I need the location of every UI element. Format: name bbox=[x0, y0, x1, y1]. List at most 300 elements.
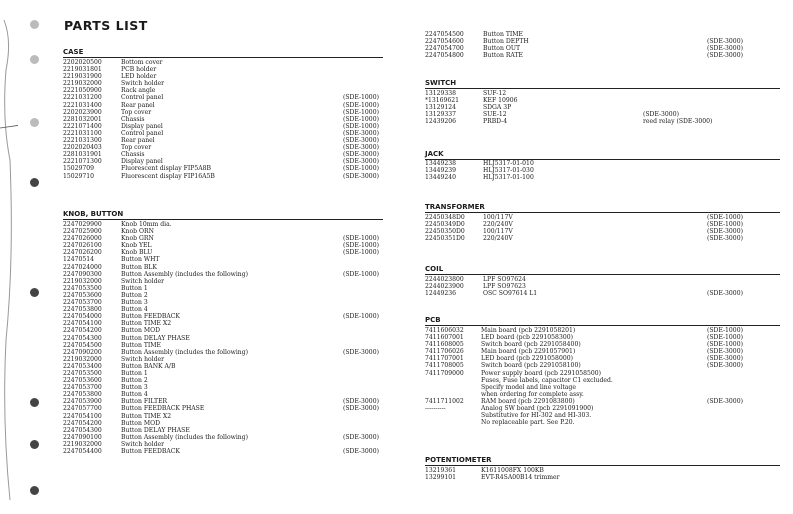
part-row bbox=[63, 221, 383, 228]
part-row bbox=[425, 405, 780, 412]
part-description: LPF SO97624 bbox=[483, 276, 526, 283]
part-description: Button 3 bbox=[121, 384, 148, 392]
part-description: Button TIME bbox=[121, 341, 161, 349]
part-row bbox=[63, 434, 383, 441]
part-number: 2219031900 bbox=[63, 73, 102, 81]
part-description: Button FEEDBACK bbox=[121, 313, 180, 321]
part-description: Button Assembly (includes the following) bbox=[121, 433, 248, 441]
part-number: 2219031801 bbox=[63, 66, 102, 74]
part-number: *13169621 bbox=[425, 97, 460, 105]
part-description: Switch holder bbox=[121, 440, 165, 448]
part-model-note: (SDE-1000) bbox=[343, 108, 379, 116]
part-number: 7411711002 bbox=[425, 397, 464, 405]
part-number: 12470514 bbox=[63, 256, 95, 264]
part-row bbox=[63, 59, 383, 66]
part-description: SUF-12 bbox=[483, 90, 507, 97]
part-description: Substitutive for HI-302 and HI-303. bbox=[481, 412, 592, 420]
part-row bbox=[425, 228, 780, 235]
binding-hole bbox=[30, 398, 39, 407]
section-heading-jack: JACK bbox=[425, 150, 780, 160]
part-row bbox=[63, 292, 383, 299]
part-number: 13449240 bbox=[425, 174, 457, 182]
part-number: 7411709000 bbox=[425, 369, 464, 377]
part-number: 15029710 bbox=[63, 172, 95, 180]
part-row bbox=[425, 45, 780, 52]
part-row bbox=[63, 356, 383, 363]
part-number: 2247054500 bbox=[63, 341, 102, 349]
part-model-note: (SDE-1000) bbox=[707, 327, 743, 334]
part-description: Button RATE bbox=[483, 52, 523, 60]
part-row bbox=[63, 370, 383, 377]
part-description: Switch board (pcb 2291058400) bbox=[481, 341, 581, 349]
part-description: Button Assembly (includes the following) bbox=[121, 270, 248, 278]
part-row bbox=[425, 221, 780, 228]
part-description: Button 2 bbox=[121, 291, 148, 299]
part-description: Knob ORN bbox=[121, 228, 154, 236]
part-row bbox=[63, 320, 383, 327]
part-description: HLJ5317-01-100 bbox=[483, 174, 534, 182]
part-model-note: (SDE-3000) bbox=[343, 433, 379, 441]
part-row bbox=[63, 158, 383, 165]
part-number: 2281032001 bbox=[63, 115, 102, 123]
part-row bbox=[63, 306, 383, 313]
part-row bbox=[63, 448, 383, 455]
part-row bbox=[63, 441, 383, 448]
part-row bbox=[63, 80, 383, 87]
part-description: Rear panel bbox=[121, 137, 155, 145]
part-description: No replaceable part. See P.20. bbox=[481, 419, 575, 427]
part-row bbox=[425, 214, 780, 221]
part-model-note: (SDE-3000) bbox=[343, 158, 379, 166]
part-row bbox=[63, 327, 383, 334]
part-description: 100/117V bbox=[483, 214, 513, 221]
part-row bbox=[425, 377, 780, 384]
part-row bbox=[63, 384, 383, 391]
part-number: 2221031400 bbox=[63, 101, 102, 109]
part-model-note: reed relay (SDE-3000) bbox=[643, 118, 713, 126]
part-number: 22450349D0 bbox=[425, 221, 465, 229]
part-model-note: (SDE-3000) bbox=[343, 348, 379, 356]
part-row bbox=[63, 256, 383, 263]
part-row bbox=[425, 412, 780, 419]
part-model-note: (SDE-1000) bbox=[343, 242, 379, 250]
part-description: Button 2 bbox=[121, 377, 148, 385]
part-description: Switch holder bbox=[121, 355, 165, 363]
part-number: 7411708005 bbox=[425, 362, 464, 370]
section-heading-potentiometer: POTENTIOMETER bbox=[425, 456, 780, 466]
part-description: Chassis bbox=[121, 151, 145, 159]
part-row bbox=[63, 377, 383, 384]
part-description: Switch board (pcb 2291058100) bbox=[481, 362, 581, 370]
part-description: Bottom cover bbox=[121, 59, 163, 66]
part-number: 13299101 bbox=[425, 474, 457, 482]
part-row bbox=[425, 419, 780, 426]
part-description: Button TIME bbox=[483, 31, 523, 38]
part-number: 2247090300 bbox=[63, 270, 102, 278]
part-number: 2247053800 bbox=[63, 306, 102, 314]
part-description: Knob YEL bbox=[121, 242, 152, 250]
part-number: 2219032000 bbox=[63, 80, 102, 88]
part-number: 2219032000 bbox=[63, 277, 102, 285]
part-model-note: (SDE-1000) bbox=[343, 115, 379, 123]
section-transformer bbox=[425, 214, 780, 242]
part-number: 13449239 bbox=[425, 167, 457, 175]
page-title: PARTS LIST bbox=[64, 18, 148, 33]
part-number: 2247053600 bbox=[63, 291, 102, 299]
part-number: 13129337 bbox=[425, 111, 457, 119]
part-row bbox=[63, 165, 383, 172]
part-number: 2247057700 bbox=[63, 405, 102, 413]
part-model-note: (SDE-3000) bbox=[343, 144, 379, 152]
part-model-note: (SDE-1000) bbox=[707, 334, 743, 342]
part-row bbox=[63, 278, 383, 285]
part-model-note: (SDE-3000) bbox=[707, 52, 743, 60]
part-description: PRBD-4 bbox=[483, 118, 508, 126]
part-model-note: (SDE-3000) bbox=[343, 137, 379, 145]
part-row bbox=[63, 137, 383, 144]
part-model-note: (SDE-3000) bbox=[343, 129, 379, 137]
part-description: Button DEPTH bbox=[483, 38, 529, 46]
part-description: Main board (pcb 2291058201) bbox=[481, 327, 576, 334]
binding-hole bbox=[30, 440, 39, 449]
part-description: Button 4 bbox=[121, 306, 148, 314]
part-row bbox=[425, 31, 780, 38]
binding-hole bbox=[30, 178, 39, 187]
part-row bbox=[425, 384, 780, 391]
part-model-note: (SDE-3000) bbox=[707, 235, 743, 243]
part-model-note: (SDE-1000) bbox=[343, 270, 379, 278]
part-number: 2247054000 bbox=[63, 313, 102, 321]
part-row bbox=[425, 290, 780, 297]
part-description: LED holder bbox=[121, 73, 157, 81]
part-number: 2247053400 bbox=[63, 362, 102, 370]
part-row bbox=[63, 427, 383, 434]
part-number: 13219361 bbox=[425, 467, 457, 474]
part-description: Switch holder bbox=[121, 277, 165, 285]
section-heading-coil: COIL bbox=[425, 265, 780, 275]
part-description: Top cover bbox=[121, 108, 152, 116]
part-description: Button FILTER bbox=[121, 398, 168, 406]
part-model-note: (SDE-3000) bbox=[707, 355, 743, 363]
part-number: 22450351D0 bbox=[425, 235, 465, 243]
part-number: 2281031901 bbox=[63, 151, 102, 159]
part-description: Button FEEDBACK bbox=[121, 448, 180, 455]
part-number: 2247054300 bbox=[63, 334, 102, 342]
part-row bbox=[63, 151, 383, 158]
part-number: 2247090100 bbox=[63, 433, 102, 441]
part-number: 2247053800 bbox=[63, 391, 102, 399]
part-row bbox=[425, 398, 780, 405]
part-row bbox=[425, 97, 780, 104]
part-number: 12439206 bbox=[425, 118, 457, 126]
part-model-note: (SDE-3000) bbox=[707, 362, 743, 370]
part-row bbox=[63, 335, 383, 342]
part-row bbox=[63, 271, 383, 278]
part-description: HLJ5317-01-030 bbox=[483, 167, 534, 175]
part-model-note: (SDE-3000) bbox=[707, 397, 743, 405]
part-row bbox=[425, 111, 780, 118]
part-number: 2202020403 bbox=[63, 144, 102, 152]
part-row bbox=[425, 467, 780, 474]
part-description: 100/117V bbox=[483, 228, 513, 236]
part-number: 2202023900 bbox=[63, 108, 102, 116]
part-number: 2219032000 bbox=[63, 355, 102, 363]
part-row bbox=[63, 228, 383, 235]
part-description: SUE-12 bbox=[483, 111, 507, 119]
section-heading-pcb: PCB bbox=[425, 316, 780, 326]
part-model-note: (SDE-3000) bbox=[343, 448, 379, 455]
part-description: RAM board (pcb 2291083800) bbox=[481, 397, 575, 405]
part-row bbox=[63, 299, 383, 306]
part-row bbox=[63, 109, 383, 116]
binding-hole bbox=[30, 55, 39, 64]
part-description: SDGA 3P bbox=[483, 104, 512, 112]
part-model-note: (SDE-1000) bbox=[343, 235, 379, 243]
part-number: 2221071300 bbox=[63, 158, 102, 166]
part-description: EVT-R4SA00B14 trimmer bbox=[481, 474, 560, 482]
part-row bbox=[63, 235, 383, 242]
section-knob-button bbox=[63, 221, 383, 455]
part-row bbox=[425, 327, 780, 334]
part-number: 2244023900 bbox=[425, 283, 464, 291]
part-number: 2247026200 bbox=[63, 249, 102, 257]
part-row bbox=[63, 391, 383, 398]
part-row bbox=[425, 38, 780, 45]
part-row bbox=[425, 276, 780, 283]
section-heading-case: CASE bbox=[63, 48, 383, 58]
part-description: Button 4 bbox=[121, 391, 148, 399]
part-row bbox=[425, 474, 780, 481]
part-model-note: (SDE-1000) bbox=[343, 101, 379, 109]
part-model-note: (SDE-3000) bbox=[343, 405, 379, 413]
part-row bbox=[63, 94, 383, 101]
part-number: 2221071400 bbox=[63, 122, 102, 130]
part-row bbox=[63, 66, 383, 73]
part-number: 2247053900 bbox=[63, 398, 102, 406]
part-row bbox=[425, 362, 780, 369]
part-model-note: (SDE-1000) bbox=[707, 214, 743, 221]
part-number: 2247054200 bbox=[63, 327, 102, 335]
part-row bbox=[425, 52, 780, 59]
part-number: 2247026000 bbox=[63, 235, 102, 243]
part-description: OSC SO97614 L1 bbox=[483, 290, 538, 298]
part-description: Button TIME X2 bbox=[121, 412, 172, 420]
part-number: 2247053500 bbox=[63, 369, 102, 377]
part-description: Button WHT bbox=[121, 256, 160, 264]
part-number: 2247054400 bbox=[63, 448, 102, 455]
part-model-note: (SDE-3000) bbox=[343, 151, 379, 159]
part-description: Knob GRN bbox=[121, 235, 154, 243]
part-number: 2221050900 bbox=[63, 87, 102, 95]
part-number: 22450348D0 bbox=[425, 214, 465, 221]
part-number: 2247053700 bbox=[63, 384, 102, 392]
part-description: Specify model and line voltage bbox=[481, 383, 576, 391]
part-description: Chassis bbox=[121, 115, 145, 123]
part-description: KEF 10906 bbox=[483, 97, 518, 105]
part-row bbox=[425, 160, 780, 167]
part-number: 7411608005 bbox=[425, 341, 464, 349]
part-description: Button DELAY PHASE bbox=[121, 334, 190, 342]
part-row bbox=[63, 73, 383, 80]
binding-hole bbox=[30, 20, 39, 29]
part-row bbox=[63, 405, 383, 412]
part-row bbox=[63, 363, 383, 370]
part-description: Button Assembly (includes the following) bbox=[121, 348, 248, 356]
part-number: 7411706026 bbox=[425, 348, 464, 356]
part-row bbox=[425, 283, 780, 290]
part-row bbox=[63, 342, 383, 349]
part-row bbox=[425, 341, 780, 348]
part-description: Knob BLU bbox=[121, 249, 153, 257]
part-model-note: (SDE-1000) bbox=[707, 221, 743, 229]
part-description: Button MOD bbox=[121, 327, 160, 335]
part-row bbox=[425, 348, 780, 355]
section-switch bbox=[425, 90, 780, 125]
part-description: Button BANK A/B bbox=[121, 362, 176, 370]
part-description: Button 1 bbox=[121, 284, 148, 292]
part-model-note: (SDE-3000) bbox=[707, 228, 743, 236]
part-description: Display panel bbox=[121, 158, 163, 166]
part-model-note: (SDE-1000) bbox=[343, 122, 379, 130]
part-number: 2221031100 bbox=[63, 129, 102, 137]
section-potentiometer bbox=[425, 467, 780, 481]
part-description: Main board (pcb 2291057901) bbox=[481, 348, 576, 356]
part-number: ---------- bbox=[425, 405, 446, 413]
binding-hole bbox=[30, 486, 39, 495]
part-description: Fluorescent display FIP5A8B bbox=[121, 165, 211, 173]
part-row bbox=[63, 349, 383, 356]
part-row bbox=[425, 334, 780, 341]
part-description: LPF SO97623 bbox=[483, 283, 526, 291]
part-model-note: (SDE-3000) bbox=[343, 398, 379, 406]
part-row bbox=[63, 242, 383, 249]
part-model-note: (SDE-3000) bbox=[707, 290, 743, 298]
section-case bbox=[63, 59, 383, 180]
part-description: Button DELAY PHASE bbox=[121, 426, 190, 434]
part-row bbox=[63, 116, 383, 123]
part-number: 13449238 bbox=[425, 160, 457, 167]
part-description: Button TIME X2 bbox=[121, 320, 172, 328]
part-model-note: (SDE-1000) bbox=[343, 165, 379, 173]
part-row bbox=[63, 420, 383, 427]
part-number: 2247090200 bbox=[63, 348, 102, 356]
part-model-note: (SDE-3000) bbox=[643, 111, 679, 119]
binding-hole bbox=[30, 288, 39, 297]
part-number: 7411606032 bbox=[425, 327, 464, 334]
part-number: 7411607001 bbox=[425, 334, 464, 342]
part-description: Button BLK bbox=[121, 263, 157, 271]
part-model-note: (SDE-1000) bbox=[343, 249, 379, 257]
part-description: Switch holder bbox=[121, 80, 165, 88]
part-description: Button 1 bbox=[121, 369, 148, 377]
part-row bbox=[425, 235, 780, 242]
part-description: Fluorescent display FIP16A5B bbox=[121, 172, 215, 180]
part-row bbox=[63, 413, 383, 420]
part-description: Button 3 bbox=[121, 299, 148, 307]
part-number: 2247026100 bbox=[63, 242, 102, 250]
part-description: PCB holder bbox=[121, 66, 157, 74]
part-number: 2247024000 bbox=[63, 263, 102, 271]
part-model-note: (SDE-1000) bbox=[343, 313, 379, 321]
part-number: 15029709 bbox=[63, 165, 95, 173]
section-heading-transformer: TRANSFORMER bbox=[425, 203, 780, 213]
part-row bbox=[425, 118, 780, 125]
part-row bbox=[425, 90, 780, 97]
part-number: 2202020500 bbox=[63, 59, 102, 66]
section-heading-knob-button: KNOB, BUTTON bbox=[63, 210, 383, 220]
part-row bbox=[63, 102, 383, 109]
section-pcb bbox=[425, 327, 780, 426]
part-number: 2247053700 bbox=[63, 299, 102, 307]
part-number: 2247054100 bbox=[63, 320, 102, 328]
part-row bbox=[63, 144, 383, 151]
part-number: 2247054200 bbox=[63, 419, 102, 427]
part-row bbox=[63, 249, 383, 256]
part-row bbox=[425, 167, 780, 174]
part-row bbox=[63, 285, 383, 292]
part-description: Analog SW board (pcb 2291091900) bbox=[481, 405, 594, 413]
part-description: Fuses, Fuse labels, capacitor C1 excluded. bbox=[481, 376, 613, 384]
part-description: Button FEEDBACK PHASE bbox=[121, 405, 205, 413]
part-model-note: (SDE-3000) bbox=[707, 38, 743, 46]
part-number: 2247054700 bbox=[425, 45, 464, 53]
part-number: 2247029900 bbox=[63, 221, 102, 228]
part-description: Rear panel bbox=[121, 101, 155, 109]
section-heading-switch: SWITCH bbox=[425, 79, 780, 89]
part-row bbox=[63, 173, 383, 180]
part-model-note: (SDE-3000) bbox=[707, 45, 743, 53]
part-number: 2244023800 bbox=[425, 276, 464, 283]
part-number: 2247054800 bbox=[425, 52, 464, 60]
part-number: 2247025900 bbox=[63, 228, 102, 236]
part-number: 2247054600 bbox=[425, 38, 464, 46]
section-jack bbox=[425, 160, 780, 181]
part-description: 220/240V bbox=[483, 221, 513, 229]
part-description: LED board (pcb 2291058300) bbox=[481, 334, 573, 342]
part-row bbox=[425, 104, 780, 111]
binding-edge bbox=[0, 0, 18, 514]
part-row bbox=[63, 264, 383, 271]
part-model-note: (SDE-3000) bbox=[343, 172, 379, 180]
part-number: 2219032000 bbox=[63, 440, 102, 448]
part-description: 220/240V bbox=[483, 235, 513, 243]
part-number: 13129124 bbox=[425, 104, 457, 112]
part-description: Button OUT bbox=[483, 45, 521, 53]
part-row bbox=[425, 355, 780, 362]
part-description: Top cover bbox=[121, 144, 152, 152]
part-description: Power supply board (pcb 2291058500) bbox=[481, 369, 602, 377]
part-row bbox=[425, 370, 780, 377]
part-number: 2221031200 bbox=[63, 94, 102, 102]
part-row bbox=[63, 87, 383, 94]
part-row bbox=[63, 123, 383, 130]
part-number: 22450350D0 bbox=[425, 228, 465, 236]
part-number: 13129338 bbox=[425, 90, 457, 97]
part-description: Rack angle bbox=[121, 87, 156, 95]
part-number: 2221031300 bbox=[63, 137, 102, 145]
part-description: LED board (pcb 2291058000) bbox=[481, 355, 573, 363]
part-description: Control panel bbox=[121, 129, 164, 137]
part-number: 2247054300 bbox=[63, 426, 102, 434]
part-row bbox=[425, 391, 780, 398]
part-description: Display panel bbox=[121, 122, 163, 130]
part-description: Knob 10mm dia. bbox=[121, 221, 172, 228]
part-number: 2247054500 bbox=[425, 31, 464, 38]
section-button-continued bbox=[425, 31, 780, 59]
part-description: HLJ5317-01-010 bbox=[483, 160, 534, 167]
part-number: 2247054100 bbox=[63, 412, 102, 420]
part-number: 2247053500 bbox=[63, 284, 102, 292]
